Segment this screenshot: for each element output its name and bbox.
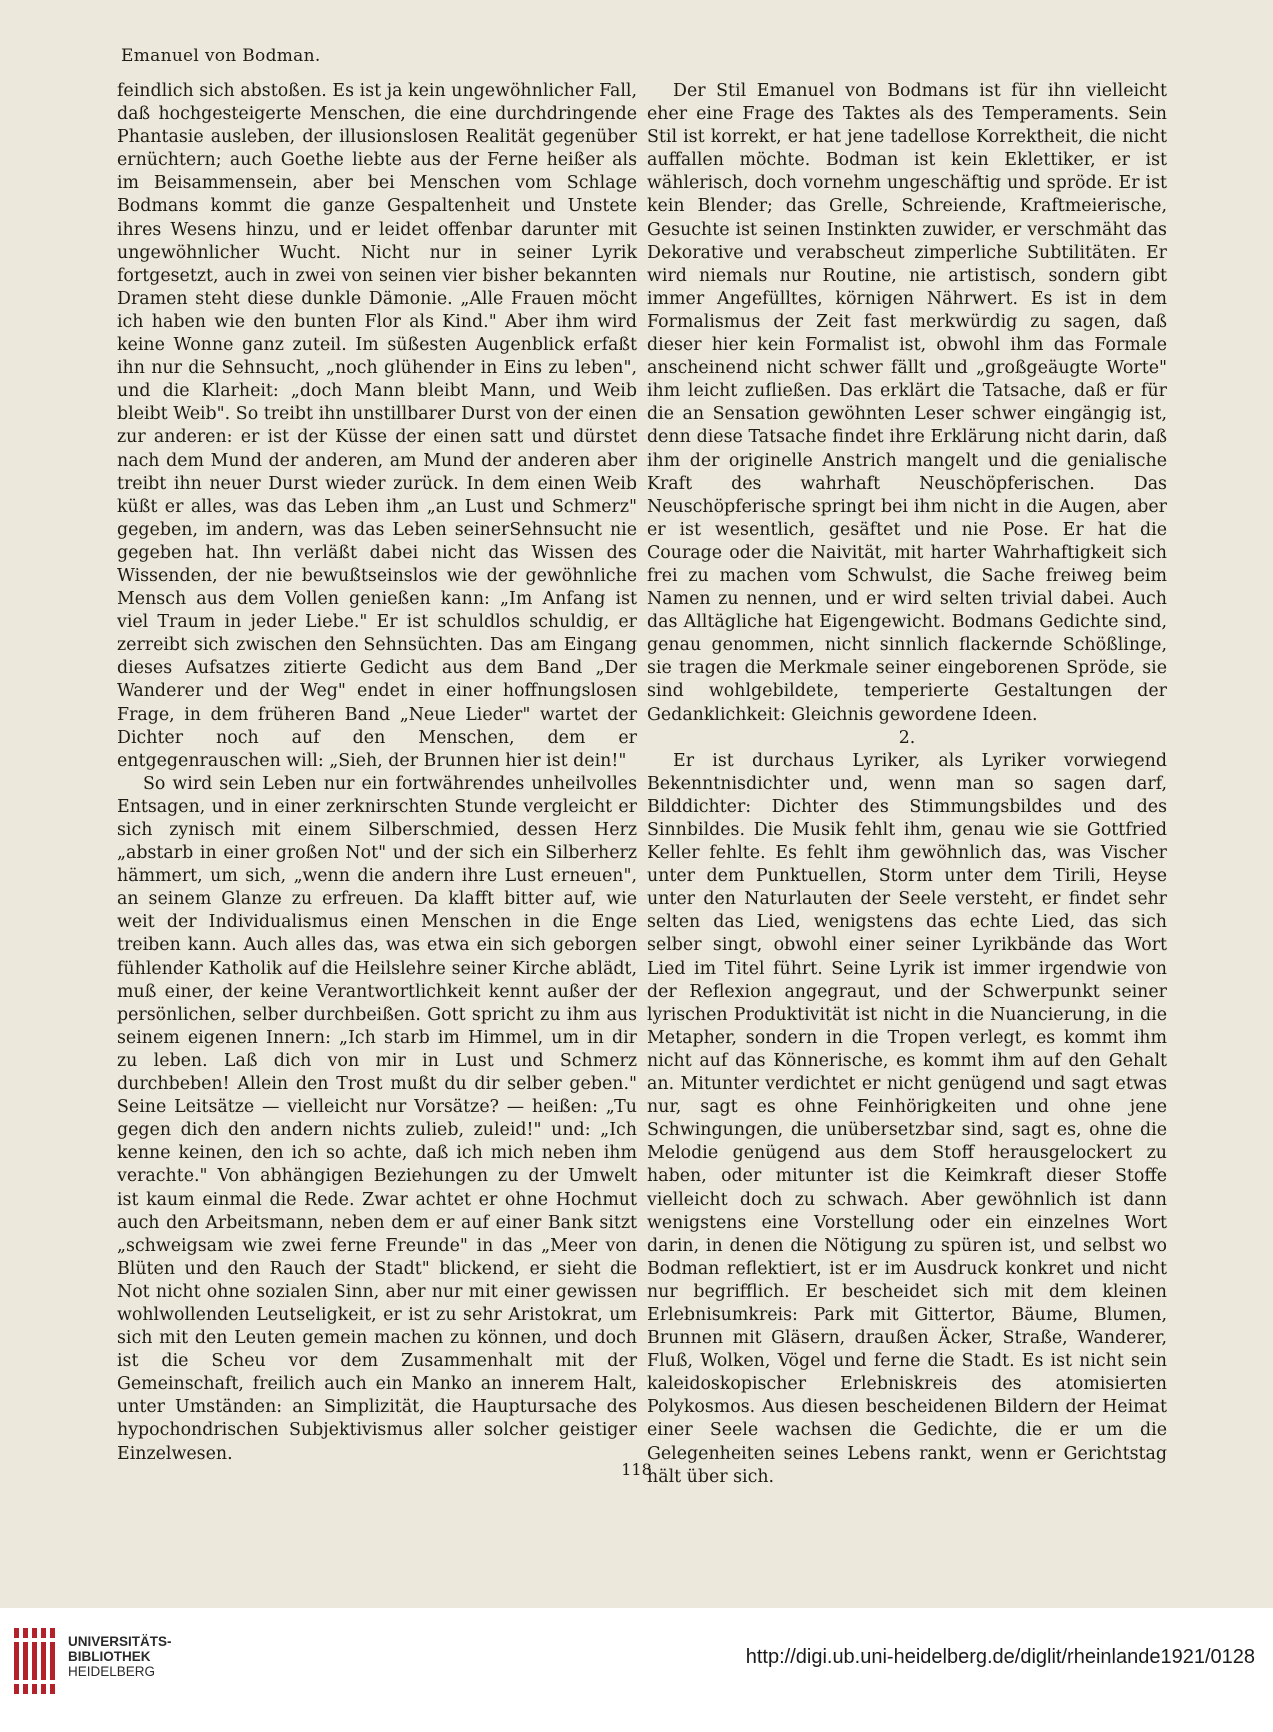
body-paragraph: So wird sein Leben nur ein fortwährendes unheilvolles Entsagen, und in einer zerknirschten Stunde vergleicht er sich zynisch mit einem Silberschmied, dessen Herz „abstarb in einer großen Not" und der sich ein Silberherz hämmert, um sich, „wenn die andern ihre Lust erneuen", an seinem Glanze zu erfreuen. Da klafft bitter auf, wie weit der Individualismus einen Menschen in die Enge treiben kann. Auch alles das, was etwa ein sich geborgen fühlender Katholik auf die Heilslehre seiner Kirche ablädt, muß einer, der keine Verantwortlichkeit kennt außer der persönlichen, selber durchbeißen. Gott spricht zu ihm aus seinem eigenen Innern: „Ich starb im Himmel, um in dir zu leben. Laß dich von mir in Lust und Schmerz durchbeben! Allein den Trost mußt du dir selber geben." Seine Leitsätze — vielleicht nur Vorsätze? — heißen: „Tu gegen dich den andern nichts zulieb, zuleid!" und: „Ich kenne keinen, den ich so achte, daß ich mich neben ihm verachte." Von abhängigen Beziehungen zu der Umwelt ist kaum einmal die Rede. Zwar achtet er ohne Hochmut auch den Arbeitsmann, neben dem er auf einer Bank sitzt „schweigsam wie zwei ferne Freunde" in das „Meer von Blüten und den Rauch der Stadt" blickend, er sieht die Not nicht ohne sozialen Sinn, aber nur mit einer gewissen wohlwollenden Leutseligkeit, er ist zu sehr Aristokrat, um sich mit den Leuten gemein machen zu können, und doch ist die Scheu vor dem Zusammenhalt mit der Gemeinschaft, freilich auch ein Manko an innerem Halt, unter Umständen: an Simplizität, die Hauptursache des hypochondrischen Subjektivismus aller solcher geistiger Einzelwesen.: [117, 773, 637, 1464]
body-paragraph: Der Stil Emanuel von Bodmans ist für ihn vielleicht eher eine Frage des Taktes als des Temperaments. Sein Stil ist korrekt, er hat jene tadellose Korrektheit, die nicht auffallen möchte. Bodman ist kein Eklettiker, er ist wählerisch, doch vornehm ungeschäftig und spröde. Er ist kein Blender; das Grelle, Schreiende, Kraftmeierische, Gesuchte ist seinen Instinkten zuwider, er verschmäht das Dekorative und verabscheut zimperliche Subtilitäten. Er wird niemals nur Routine, nie artistisch, sondern gibt immer Angefülltes, körnigen Nährwert. Es ist in dem Formalismus der Zeit fast merkwürdig zu sagen, daß dieser hier kein Formalist ist, obwohl ihm das Formale anscheinend nicht schwer fällt und „großgeäugte Worte" ihm leicht zufließen. Das erklärt die Tatsache, daß er für die an Sensation gewöhnten Leser schwer eingängig ist, denn diese Tatsache findet ihre Erklärung nicht darin, daß ihm der originelle Anstrich mangelt und die genialische Kraft des wahrhaft Neuschöpferischen. Das Neuschöpferische springt bei ihm nicht in die Augen, aber er ist wesentlich, gesäftet und nie Pose. Er hat die Courage oder die Naivität, mit harter Wahrhaftigkeit sich frei zu machen vom Schwulst, die Sache freiweg beim Namen zu nennen, und er wird selten trivial dabei. Auch das Alltägliche hat Eigengewicht. Bodmans Gedichte sind, genau genommen, nicht sinnlich flackernde Schößlinge, sie tragen die Merkmale seiner eingeborenen Spröde, sie sind wohlgebildete, temperierte Gestaltungen der Gedanklichkeit: Gleichnis gewordene Ideen.: [647, 81, 1167, 725]
digitization-footer: [0, 1608, 1273, 1732]
library-name: [68, 1634, 172, 1679]
page-number: 118: [621, 1460, 652, 1479]
library-emblem-icon: [14, 1628, 58, 1694]
running-head: Emanuel von Bodman.: [121, 46, 321, 66]
section-number: 2.: [898, 727, 916, 748]
library-name-line: BIBLIOTHEK: [68, 1649, 151, 1664]
right-column: [647, 80, 1167, 1489]
library-name-line: UNIVERSITÄTS-: [68, 1634, 172, 1649]
body-paragraph: Er ist durchaus Lyriker, als Lyriker vorwiegend Bekenntnisdichter und, wenn man so sagen darf, Bilddichter: Dichter des Stimmungsbildes und des Sinnbildes. Die Musik fehlt ihm, genau wie sie Gottfried Keller fehlte. Es fehlt ihm gewöhnlich das, was Vischer unter dem Punktuellen, Storm unter dem Tirili, Heyse unter den Naturlauten der Seele versteht, er findet sehr selten das Lied, wenigstens das echte Lied, das sich selber singt, obwohl einer seiner Lyrikbände das Wort Lied im Titel führt. Seine Lyrik ist immer irgendwie von der Reflexion angegraut, und der Schwerpunkt seiner lyrischen Produktivität ist nicht in die Nuancierung, in die Metapher, sondern in die Tropen verlegt, es kommt ihm nicht auf das Könnerische, es kommt ihm auf den Gehalt an. Mitunter verdichtet er nicht genügend und sagt etwas nur, sagt es ohne Feinhörigkeiten und ohne jene Schwingungen, die unübersetzbar sind, sagt es, ohne die Melodie genügend aus dem Stoff herausgelockert zu haben, oder mitunter ist die Keimkraft dieser Stoffe vielleicht doch zu schwach. Aber gewöhnlich ist dann wenigstens eine Vorstellung oder ein einzelnes Wort darin, in denen die Nötigung zu spüren ist, und selbst wo Bodman reflektiert, ist er im Ausdruck konkret und nicht nur begrifflich. Er bescheidet sich mit dem kleinen Erlebnisumkreis: Park mit Gittertor, Bäume, Blumen, Brunnen mit Gläsern, draußen Äcker, Straße, Wanderer, Fluß, Wolken, Vögel und ferne die Stadt. Es ist nicht sein kaleidoskopischer Erlebniskreis des atomisierten Polykosmos. Aus diesen bescheidenen Bildern der Heimat einer Seele wachsen die Gedichte, die er um die Gelegenheiten seines Lebens rankt, wenn er Gerichtstag hält über sich.: [647, 750, 1167, 1487]
body-paragraph: feindlich sich abstoßen. Es ist ja kein ungewöhnlicher Fall, daß hochgesteigerte Menschen, die eine durchdringende Phantasie ausleben, der illusionslosen Realität gegenüber ernüchtern; auch Goethe liebte aus der Ferne heißer als im Beisammensein, aber bei Menschen vom Schlage Bodmans kommt die ganze Gespaltenheit und Unstete ihres Wesens hinzu, und er leidet offenbar darunter mit ungewöhnlicher Wucht. Nicht nur in seiner Lyrik fortgesetzt, auch in zwei von seinen vier bisher bekannten Dramen steht diese dunkle Dämonie. „Alle Frauen möcht ich haben wie den bunten Flor als Kind." Aber ihm wird keine Wonne ganz zuteil. Im süßesten Augenblick erfaßt ihn nur die Sehnsucht, „noch glühender in Eins zu leben", und die Klarheit: „doch Mann bleibt Mann, und Weib bleibt Weib". So treibt ihn unstillbarer Durst von der einen zur anderen: er ist der Küsse der einen satt und dürstet nach dem Mund der anderen, am Mund der anderen aber treibt ihn neuer Durst wieder zurück. In dem einen Weib küßt er alles, was das Leben ihm „an Lust und Schmerz" gegeben, im andern, was das Leben seinerSehnsucht nie gegeben hat. Ihn verläßt dabei nicht das Wissen des Wissenden, der nie bewußtseinslos wie der gewöhnliche Mensch aus dem Vollen genießen kann: „Im Anfang ist viel Traum in jeder Liebe." Er ist schuldlos schuldig, er zerreibt sich zwischen den Sehnsüchten. Das am Eingang dieses Aufsatzes zitierte Gedicht aus dem Band „Der Wanderer und der Weg" endet in einer hoffnungslosen Frage, in dem früheren Band „Neue Lieder" wartet der Dichter noch auf den Menschen, dem er entgegenrauschen will: „Sieh, der Brunnen hier ist dein!": [117, 81, 637, 771]
library-name-line: HEIDELBERG: [68, 1664, 156, 1679]
source-url-link[interactable]: http://digi.ub.uni-heidelberg.de/diglit/rheinlande1921/0128: [745, 1646, 1255, 1668]
library-logo[interactable]: [14, 1628, 172, 1698]
left-column: [117, 80, 637, 1466]
